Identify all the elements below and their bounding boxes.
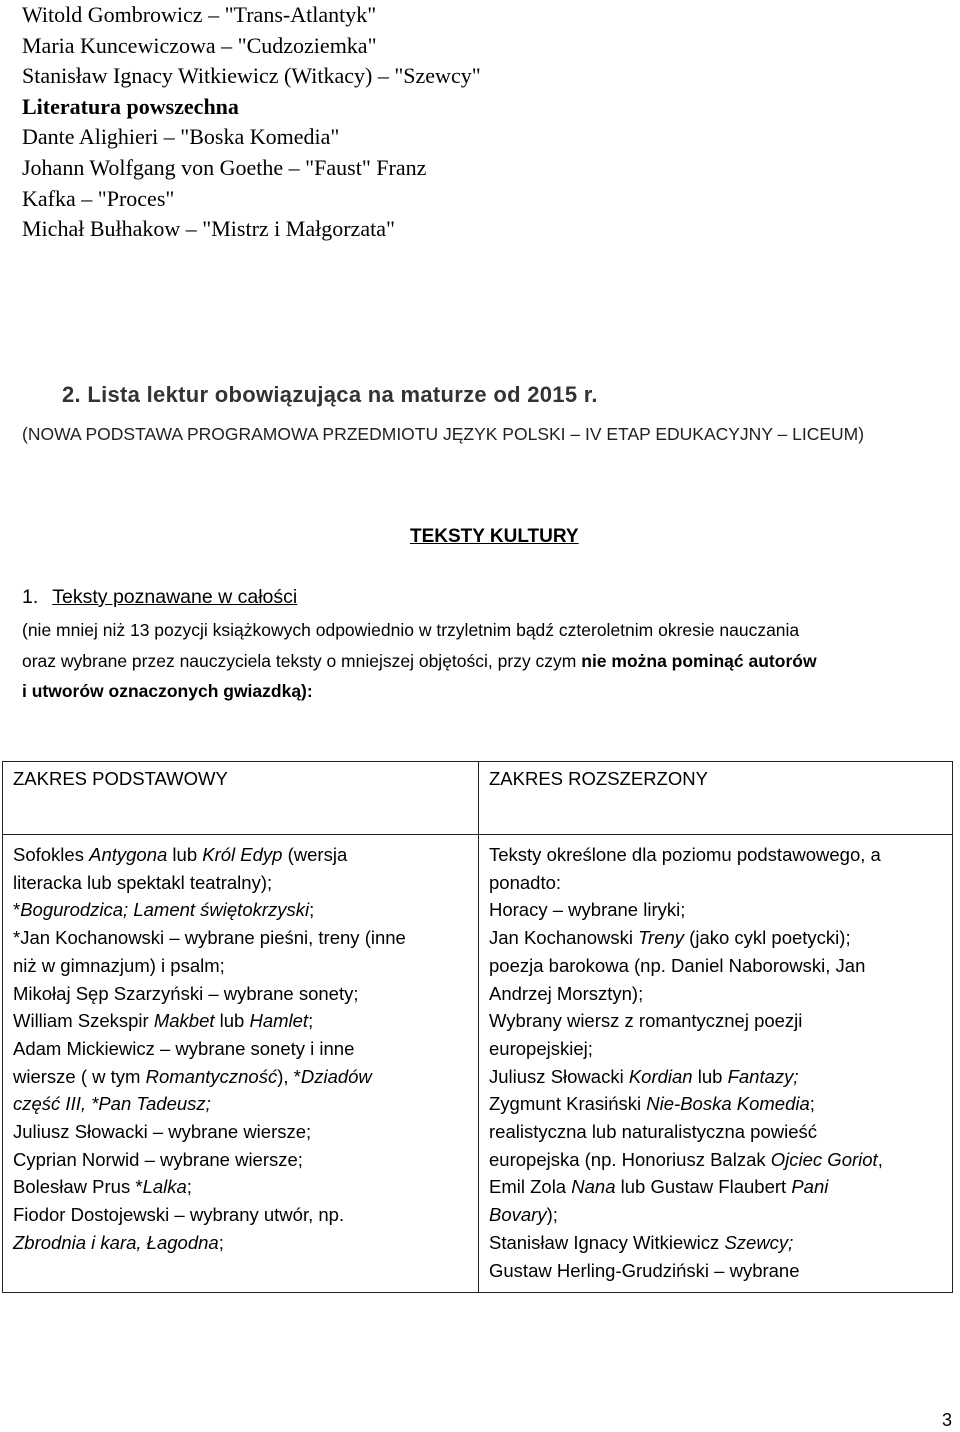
italic-title: Dziadów [300, 1065, 372, 1087]
text-line [13, 1090, 468, 1118]
text-line [489, 1201, 942, 1229]
list-heading: Literatura powszechna [22, 93, 239, 119]
italic-title: Szewcy; [724, 1231, 794, 1253]
text-line [489, 1257, 942, 1285]
text-line [489, 896, 942, 924]
italic-title: Antygona [89, 844, 168, 865]
text-line [489, 1007, 942, 1035]
text-line [489, 1090, 942, 1118]
italic-title: Hamlet [249, 1010, 309, 1032]
text-line [489, 952, 942, 980]
text-line [489, 1146, 942, 1174]
table-header-row [3, 762, 953, 835]
text-segment: ; [308, 1010, 314, 1032]
text-segment: Emil Zola [489, 1176, 572, 1198]
text-segment: europejska (np. Honoriusz Balzak [489, 1148, 771, 1170]
text-segment: Juliusz Słowacki – wybrane wiersze; [13, 1121, 312, 1143]
text-segment: Fiodor Dostojewski – wybrany utwór, np. [13, 1204, 345, 1226]
text-line [13, 1201, 468, 1229]
text-line [13, 980, 468, 1008]
text-segment: europejskiej; [489, 1037, 593, 1059]
italic-title: Zbrodnia i kara, Łagodna [13, 1231, 219, 1253]
text-line [489, 1118, 942, 1146]
text-line [13, 896, 468, 924]
page-number: 3 [941, 1410, 952, 1430]
text-line [13, 841, 468, 869]
subsection-heading [22, 586, 297, 609]
text-segment: Zygmunt Krasiński [489, 1093, 647, 1115]
italic-title: Lalka [142, 1176, 187, 1198]
text-line [13, 1229, 468, 1257]
text-segment: poezja barokowa (np. Daniel Naborowski, Jan [489, 954, 866, 976]
list-item: Witold Gombrowicz – "Trans-Atlantyk" [22, 2, 377, 27]
text-segment: Andrzej Morsztyn); [489, 982, 644, 1004]
subsection-title: Teksty poznawane w całości [52, 586, 298, 608]
italic-title: Pani [791, 1176, 829, 1198]
list-item: Michał Bułhakow – "Mistrz i Małgorzata" [22, 216, 395, 242]
text-segment: Sofokles [13, 844, 90, 865]
text-segment: realistyczna lub naturalistyczna powieść [489, 1121, 818, 1143]
italic-title: Kordian [628, 1065, 693, 1087]
italic-title: Nana [571, 1176, 616, 1198]
italic-title: Treny [638, 927, 685, 949]
text-segment: *Jan Kochanowski – wybrane pieśni, treny (inne [13, 927, 406, 949]
text-segment: Gustaw Herling-Grudziński – wybrane [489, 1259, 800, 1281]
list-item: Dante Alighieri – "Boska Komedia" [22, 124, 340, 150]
list-item: Kafka – "Proces" [22, 185, 175, 211]
text-segment: ; [186, 1176, 192, 1198]
list-item: Maria Kuncewiczowa – "Cudzoziemka" [22, 32, 377, 58]
bold-text: nie można pominąć autorów [581, 650, 817, 671]
text-segment: ponadto: [489, 871, 562, 893]
text-segment: Juliusz Słowacki [489, 1065, 629, 1087]
text-segment: ), * [277, 1065, 301, 1087]
intro-paragraph [22, 615, 952, 707]
italic-title: Ojciec Goriot [770, 1148, 878, 1170]
text-segment: , [877, 1148, 883, 1170]
italic-title: Romantyczność [145, 1065, 278, 1087]
section-heading: 2. Lista lektur obowiązująca na maturze od 2015 r. [62, 382, 598, 407]
text-segment: oraz wybrane przez nauczyciela teksty o mniejszej objętości, przy czym [22, 650, 582, 671]
text-segment: Teksty określone dla poziomu podstawowego, a [489, 844, 881, 865]
bold-text: i utworów oznaczonych gwiazdką): [22, 681, 313, 701]
text-line [489, 1229, 942, 1257]
text-segment: William Szekspir [13, 1010, 154, 1032]
text-line [13, 869, 468, 897]
text-segment: ; [309, 899, 315, 921]
text-segment: Cyprian Norwid – wybrane wiersze; [13, 1148, 303, 1170]
reading-list-table [2, 761, 953, 1293]
text-segment: Bolesław Prus * [13, 1176, 143, 1198]
header-basic-label: ZAKRES PODSTAWOWY [13, 768, 228, 789]
text-segment: Jan Kochanowski [489, 927, 639, 949]
text-line [489, 869, 942, 897]
text-segment: ); [546, 1204, 558, 1226]
header-cell-basic [3, 762, 479, 835]
text-line [13, 1146, 468, 1174]
text-line [13, 924, 468, 952]
italic-title: Bovary [489, 1204, 547, 1226]
text-line [22, 615, 952, 646]
text-line [22, 676, 952, 707]
text-line [489, 1063, 942, 1091]
text-segment: (nie mniej niż 13 pozycji książkowych odpowiednio w trzyletnim bądź czteroletnim okresie nauczania [22, 620, 800, 640]
list-item: Johann Wolfgang von Goethe – "Faust" Franz [22, 154, 427, 180]
teksty-kultury-heading: TEKSTY KULTURY [410, 526, 579, 547]
italic-title: Nie-Boska Komedia [646, 1093, 810, 1115]
subsection-number: 1. [22, 586, 39, 608]
text-segment: lub [214, 1010, 250, 1032]
italic-title: Makbet [153, 1010, 215, 1032]
text-segment: lub [692, 1065, 728, 1087]
header-extended-label: ZAKRES ROZSZERZONY [489, 768, 708, 789]
author-title-list [22, 0, 481, 245]
italic-title: Bogurodzica; Lament świętokrzyski [20, 899, 310, 921]
section-subheading: (NOWA PODSTAWA PROGRAMOWA PRZEDMIOTU JĘZYK POLSKI – IV ETAP EDUKACYJNY – LICEUM) [22, 424, 865, 444]
text-segment: literacka lub spektakl teatralny); [13, 871, 273, 893]
text-line [13, 952, 468, 980]
text-segment: (wersja [282, 844, 348, 865]
text-line [489, 841, 942, 869]
text-line [13, 1007, 468, 1035]
header-cell-extended [479, 762, 953, 835]
italic-title: Król Edyp [202, 844, 283, 865]
basic-scope-cell [3, 835, 479, 1293]
text-segment: lub [167, 844, 203, 865]
text-line [489, 924, 942, 952]
text-segment: Wybrany wiersz z romantycznej poezji [489, 1010, 803, 1032]
table-row [3, 835, 953, 1293]
text-line [489, 1173, 942, 1201]
text-segment: ; [809, 1093, 815, 1115]
text-line [13, 1118, 468, 1146]
text-segment: Horacy – wybrane liryki; [489, 899, 686, 921]
text-line [489, 980, 942, 1008]
italic-title: część III, *Pan Tadeusz; [13, 1093, 211, 1115]
text-segment: * [13, 899, 21, 921]
text-line [13, 1063, 468, 1091]
text-line [13, 1173, 468, 1201]
list-item: Stanisław Ignacy Witkiewicz (Witkacy) – "Szewcy" [22, 63, 481, 89]
text-segment: Adam Mickiewicz – wybrane sonety i inne [13, 1037, 355, 1059]
text-segment: ; [218, 1231, 224, 1253]
italic-title: Fantazy; [727, 1065, 799, 1087]
text-segment: Stanisław Ignacy Witkiewicz [489, 1231, 725, 1253]
text-line [22, 646, 952, 677]
text-line [13, 1035, 468, 1063]
text-segment: (jako cykl poetycki); [684, 927, 851, 949]
text-segment: lub Gustaw Flaubert [615, 1176, 792, 1198]
extended-scope-cell [479, 835, 953, 1293]
text-segment: wiersze ( w tym [13, 1065, 146, 1087]
text-segment: Mikołaj Sęp Szarzyński – wybrane sonety; [13, 982, 359, 1004]
text-line [489, 1035, 942, 1063]
text-segment: niż w gimnazjum) i psalm; [13, 954, 225, 976]
